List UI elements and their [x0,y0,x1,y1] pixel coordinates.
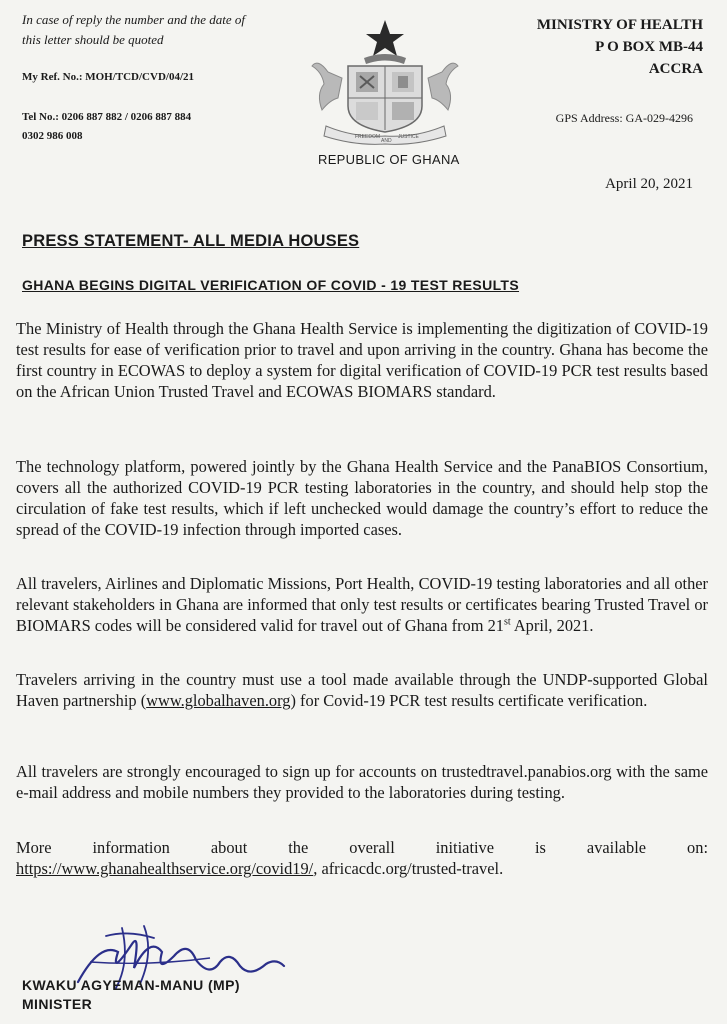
paragraph: The technology platform, powered jointly by the Ghana Health Service and the PanaBIOS Consortium, covers all the authorized COVID-19 PCR testing laboratories in the country, and should help stop the circulation of fake test results, which if left unchecked would damage the country’s effort to reduce the spread of the COVID-19 infection through imported cases. [16,457,708,539]
paragraph-text: , africacdc.org/trusted-travel. [313,859,504,878]
po-box: P O BOX MB-44 [595,39,703,55]
city: ACCRA [648,61,703,77]
telephone-block [22,108,191,146]
paragraph [16,573,708,636]
telephone-line: Tel No.: 0206 887 882 / 0206 887 884 [22,111,192,123]
paragraph-text: Travelers arriving in the country must use a tool made available through the UNDP-supported Global Haven partnership ( [16,670,708,710]
ministry-address [537,14,703,80]
signatory-name: KWAKU AGYEMAN-MANU (MP) [22,977,240,993]
paragraph-text: More information about the overall initiative is available on: [16,838,708,857]
motto-left: FREEDOM [355,134,380,140]
letter-date: April 20, 2021 [605,176,693,192]
ministry-name: MINISTRY OF HEALTH [536,17,703,33]
paragraph: All travelers are strongly encouraged to sign up for accounts on trustedtravel.panabios.org with the same e-mail address and mobile numbers they provided to the laboratories during testing. [16,762,708,802]
signatory [22,976,240,1014]
paragraph-text: All travelers, Airlines and Diplomatic Missions, Port Health, COVID-19 testing laboratories and all other relevant stakeholders in Ghana are informed that only test results or certificates bearing Trusted Travel or BIOMARS codes will be considered valid for travel out of Ghana from 21 [16,574,708,635]
paragraph-text: April, 2021. [510,616,594,635]
coat-of-arms-icon [300,14,470,154]
paragraph [16,669,708,711]
republic-label: REPUBLIC OF GHANA [318,152,460,167]
reference-number: My Ref. No.: MOH/TCD/CVD/04/21 [22,71,195,83]
press-title: PRESS STATEMENT- ALL MEDIA HOUSES [22,232,360,250]
signatory-title: MINISTER [22,996,93,1012]
motto-ribbon: AND [381,138,392,144]
gps-address: GPS Address: GA-029-4296 [555,111,693,125]
motto-right: JUSTICE [398,134,419,140]
paragraph: The Ministry of Health through the Ghana Health Service is implementing the digitization of COVID-19 test results for ease of verification prior to travel and upon arriving in the country. Ghana has become the first country in ECOWAS to deploy a system for digital verification of COVID-19 PCR test results based on the African Union Trusted Travel and ECOWAS BIOMARS standard. [16,319,708,401]
globalhaven-link[interactable]: www.globalhaven.org [146,691,291,710]
paragraph-text: ) for Covid-19 PCR test results certificate verification. [290,691,648,710]
reply-note: In case of reply the number and the date of this letter should be quoted [22,12,245,47]
ghs-covid-link[interactable]: https://www.ghanahealthservice.org/covid19/ [16,859,314,878]
paragraph [16,837,708,879]
telephone-line: 0302 986 008 [22,130,83,142]
superscript: st [503,616,511,628]
headline: GHANA BEGINS DIGITAL VERIFICATION OF COVID - 19 TEST RESULTS [22,277,520,293]
